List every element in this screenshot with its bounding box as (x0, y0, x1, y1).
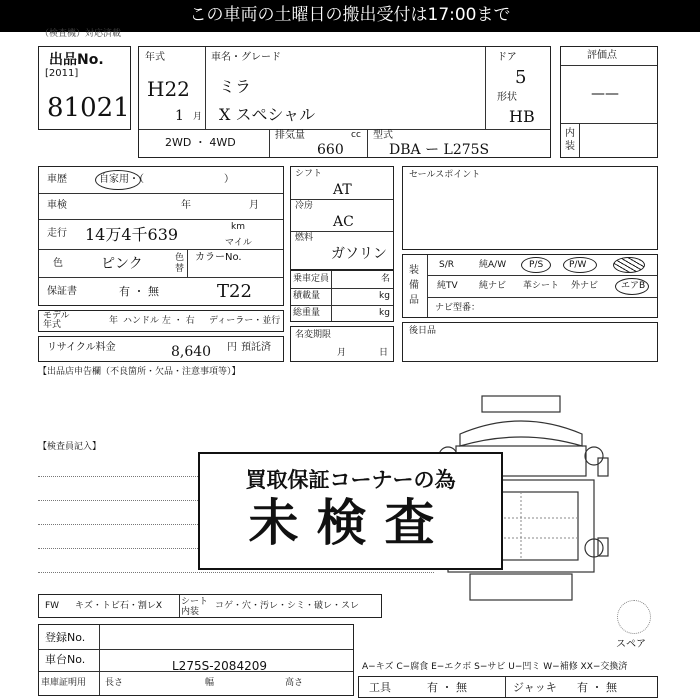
top-banner (0, 0, 700, 32)
history-label: 車歴 (47, 174, 67, 185)
capacity-box (290, 270, 394, 322)
type-label: 型式 (373, 130, 393, 141)
lot-label: 出品No. (49, 52, 104, 68)
inspection-label: 車検 (47, 200, 67, 211)
car-model: ミラ (219, 77, 252, 96)
inspection-month-unit: 月 (249, 200, 259, 211)
year-month: 1 (175, 108, 184, 124)
shift-value: AT (333, 182, 352, 198)
inspection-year-unit: 年 (181, 200, 191, 211)
lot-box (38, 46, 131, 130)
rating-value: —— (591, 86, 619, 102)
riders-unit: 名 (381, 274, 391, 284)
after-sale-box (402, 322, 658, 362)
equip-r1-2: P/S (529, 260, 544, 270)
equip-r2-0: 純TV (437, 281, 458, 291)
seat-value: コゲ・穴・汚レ・シミ・破レ・スレ (215, 601, 360, 611)
stamp-line1: 買取保証コーナーの為 (245, 468, 456, 492)
car-grade: X スペシャル (219, 105, 316, 124)
recycle-value: 8,640 (171, 344, 212, 360)
fuel-value: ガソリン (331, 246, 387, 262)
shift-label: シフト (295, 169, 323, 179)
history-box (38, 166, 284, 306)
year-month-unit: 月 (193, 112, 203, 122)
equip-r1-3: P/W (569, 260, 587, 270)
jack-label: ジャッキ (513, 681, 557, 694)
model-year-handle: ハンドル 左 ・ 右 (123, 316, 195, 326)
navi-type-label: ナビ型番： (435, 303, 481, 313)
equip-r2-3: 外ナビ (571, 281, 599, 291)
name-change-box (290, 326, 394, 362)
recycle-unit: 円 (227, 342, 237, 353)
ac-value: AC (333, 214, 354, 230)
doors-label: ドア (497, 52, 517, 63)
paint-label: 色替 (175, 253, 185, 274)
displacement-value: 660 (317, 142, 344, 158)
cert-width: 幅 (205, 678, 215, 688)
mileage-value: 14万4千639 (85, 225, 179, 244)
tools-box (358, 676, 658, 698)
declaration-label: 【出品店申告欄（不良箇所・欠品・注意事項等）】 (38, 367, 241, 377)
km-unit: km (231, 222, 245, 232)
tools-value: 有 ・ 無 (427, 681, 467, 694)
cert-label: 車庫証明用 (41, 678, 87, 688)
chassis-value: L275S-2084209 (172, 659, 267, 673)
spare-label: スペア (616, 639, 646, 650)
color-no-label: カラーNo. (195, 252, 242, 263)
lot-number: 81021 (47, 93, 130, 123)
mileage-label: 走行 (47, 228, 67, 239)
inspector-label: 【検査員記入】 (38, 442, 102, 452)
model-year-year: 年 (109, 316, 119, 326)
stamp-box (198, 452, 503, 570)
history-value: 自家用・（ ） (99, 174, 234, 185)
shape-label: 形状 (497, 92, 517, 103)
name-change-month: 月 (337, 348, 347, 358)
load-unit: kg (379, 291, 390, 301)
recycle-deposited: 預託済 (241, 342, 271, 353)
lot-year: [2011] (45, 68, 79, 79)
interior-label: 内装 (565, 128, 575, 152)
color-no-value: T22 (217, 281, 252, 302)
cert-length: 長さ (105, 678, 124, 688)
spare-tire-icon (617, 600, 651, 634)
riders-label: 乗車定員 (293, 274, 330, 284)
sales-point-box (402, 166, 658, 250)
total-label: 総重量 (293, 308, 321, 318)
reg-label: 登録No. (45, 631, 86, 644)
ac-label: 冷房 (295, 201, 314, 211)
color-value: ピンク (101, 256, 143, 272)
drive-value: 2WD ・ 4WD (165, 136, 236, 149)
spec-box (290, 166, 394, 270)
stamp-line2: 未検査 (248, 494, 453, 552)
type-value: DBA ー L275S (389, 142, 490, 158)
seat-label: シート内装 (181, 597, 209, 617)
equip-r2-4: エアB (621, 281, 646, 291)
recycle-label: リサイクル料金 (47, 342, 116, 353)
model-year-label: モデル年式 (43, 311, 70, 330)
chassis-label: 車台No. (45, 653, 86, 666)
fw-row (38, 594, 382, 618)
fw-value: キズ・トビ石・割レX (75, 601, 162, 611)
doors-value: 5 (515, 67, 527, 88)
warranty-label: 保証書 (47, 286, 77, 297)
model-year-dealer: ディーラー・並行 (209, 316, 281, 326)
equip-r1-0: S/R (439, 260, 454, 270)
name-change-label: 名変期限 (295, 330, 332, 340)
jack-value: 有 ・ 無 (577, 681, 617, 694)
damage-legend: A−キズ C−腐食 E−エクボ S−サビ U−凹ミ W−補修 XX−交換済 (362, 662, 628, 672)
equipment-box (402, 254, 658, 318)
fw-label: FW (45, 601, 60, 611)
sales-point-label: セールスポイント (409, 170, 481, 180)
after-sale-label: 後日品 (409, 326, 437, 336)
banner-text: この車両の土曜日の搬出受付は17:00まで (189, 5, 511, 25)
warranty-value: 有 ・ 無 (119, 285, 159, 298)
name-change-day: 日 (379, 348, 389, 358)
year-label: 年式 (145, 52, 165, 63)
model-year-row (38, 310, 284, 332)
equip-r1-1: 純A/W (479, 260, 507, 270)
rating-box (560, 46, 658, 158)
year-value: H22 (147, 77, 190, 101)
vehicle-box (138, 46, 551, 158)
tools-label: 工具 (369, 681, 391, 694)
top-note: （検査機）対応済載 (40, 29, 122, 39)
equip-r2-1: 純ナビ (479, 281, 507, 291)
fuel-label: 燃料 (295, 233, 314, 243)
shape-value: HB (509, 107, 535, 126)
total-unit: kg (379, 308, 390, 318)
displacement-label: 排気量 (275, 130, 305, 141)
color-label: 色 (53, 258, 63, 269)
name-label: 車名・グレード (211, 52, 281, 63)
recycle-row (38, 336, 284, 362)
load-label: 積載量 (293, 291, 321, 301)
mile-unit: マイル (225, 238, 252, 248)
rating-label: 評価点 (587, 50, 617, 61)
cc-unit: cc (351, 130, 361, 140)
cert-height: 高さ (285, 678, 304, 688)
equipment-label: 装備品 (409, 265, 419, 306)
equip-r2-2: 革シート (523, 281, 560, 291)
